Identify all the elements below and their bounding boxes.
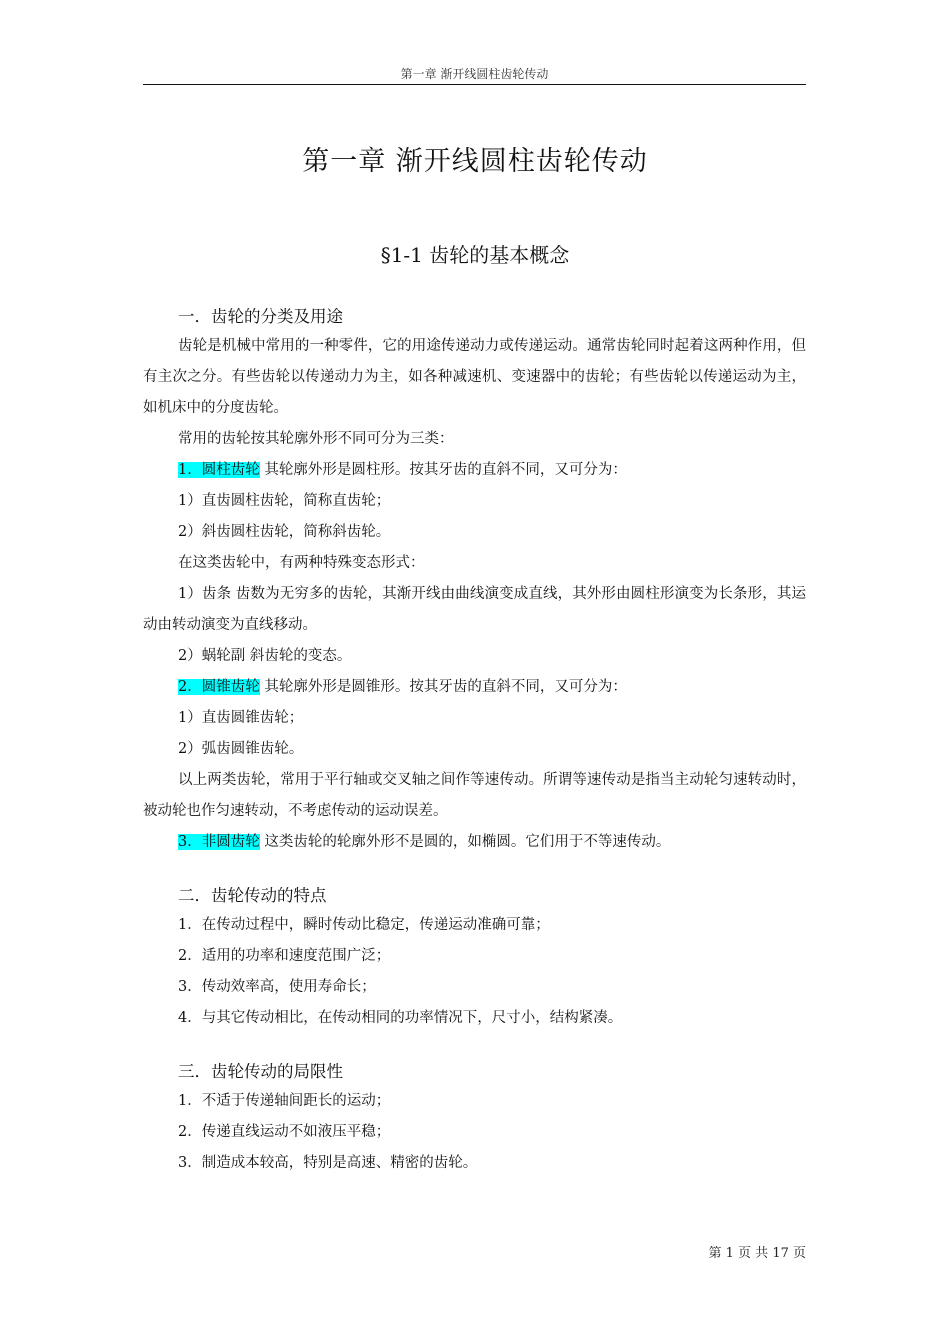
heading-classification: 一．齿轮的分类及用途 [178,307,343,326]
list-item: 3．制造成本较高，特别是高速、精密的齿轮。 [178,1155,478,1171]
paragraph-intro: 齿轮是机械中常用的一种零件，它的用途传递动力或传递运动。通常齿轮同时起着这两种作用，但有主次之分。有些齿轮以传递动力为主，如各种减速机、变速器中的齿轮；有些齿轮以传递运动为主，如机床中的分度齿轮。 [143,338,806,416]
paragraph-types-intro: 常用的齿轮按其轮廓外形不同可分为三类： [178,431,454,447]
type1-line [143,455,806,486]
list-item: 2）弧齿圆锥齿轮。 [178,741,304,757]
section-title: §1-1 齿轮的基本概念 [380,243,570,267]
type1-text: 其轮廓外形是圆柱形。按其牙齿的直斜不同，又可分为： [259,462,627,478]
type3-label: 3．非圆齿轮 [178,834,260,850]
list-item: 4．与其它传动相比，在传动相同的功率情况下，尺寸小，结构紧凑。 [178,1010,623,1026]
list-item: 1）直齿圆锥齿轮； [178,710,304,726]
type2-text: 其轮廓外形是圆锥形。按其牙齿的直斜不同，又可分为： [259,679,627,695]
list-item: 2）斜齿圆柱齿轮，简称斜齿轮。 [178,524,391,540]
list-item: 2．传递直线运动不如液压平稳； [178,1124,391,1140]
list-item: 1．不适于传递轴间距长的运动； [178,1093,391,1109]
type1-label: 1．圆柱齿轮 [178,462,260,478]
list-item: 1）直齿圆柱齿轮，简称直齿轮； [178,493,391,509]
document-body [143,303,806,1179]
paragraph-special-intro: 在这类齿轮中，有两种特殊变态形式： [178,555,425,571]
special-item-worm: 2）蜗轮副 斜齿轮的变态。 [178,648,352,664]
type3-text: 这类齿轮的轮廓外形不是圆的，如椭圆。它们用于不等速传动。 [259,834,671,850]
list-item: 1．在传动过程中，瞬时传动比稳定，传递运动准确可靠； [178,917,550,933]
page-footer: 第 1 页 共 17 页 [708,1246,806,1261]
chapter-title: 第一章 渐开线圆柱齿轮传动 [302,146,648,177]
special-item-rack: 1）齿条 齿数为无穷多的齿轮，其渐开线由曲线演变成直线，其外形由圆柱形演变为长条形，其运动由转动演变为直线移动。 [143,586,806,633]
type2-label: 2．圆锥齿轮 [178,679,260,695]
list-item: 3．传动效率高，使用寿命长； [178,979,376,995]
type3-line [143,827,806,858]
paragraph-summary: 以上两类齿轮，常用于平行轴或交叉轴之间作等速传动。所谓等速传动是指当主动轮匀速转动时，被动轮也作匀速转动，不考虑传动的运动误差。 [143,772,806,819]
heading-features: 二．齿轮传动的特点 [178,886,327,905]
type2-line [143,672,806,703]
list-item: 2．适用的功率和速度范围广泛； [178,948,391,964]
heading-limitations: 三．齿轮传动的局限性 [178,1062,343,1081]
page-header: 第一章 渐开线圆柱齿轮传动 [143,66,806,85]
